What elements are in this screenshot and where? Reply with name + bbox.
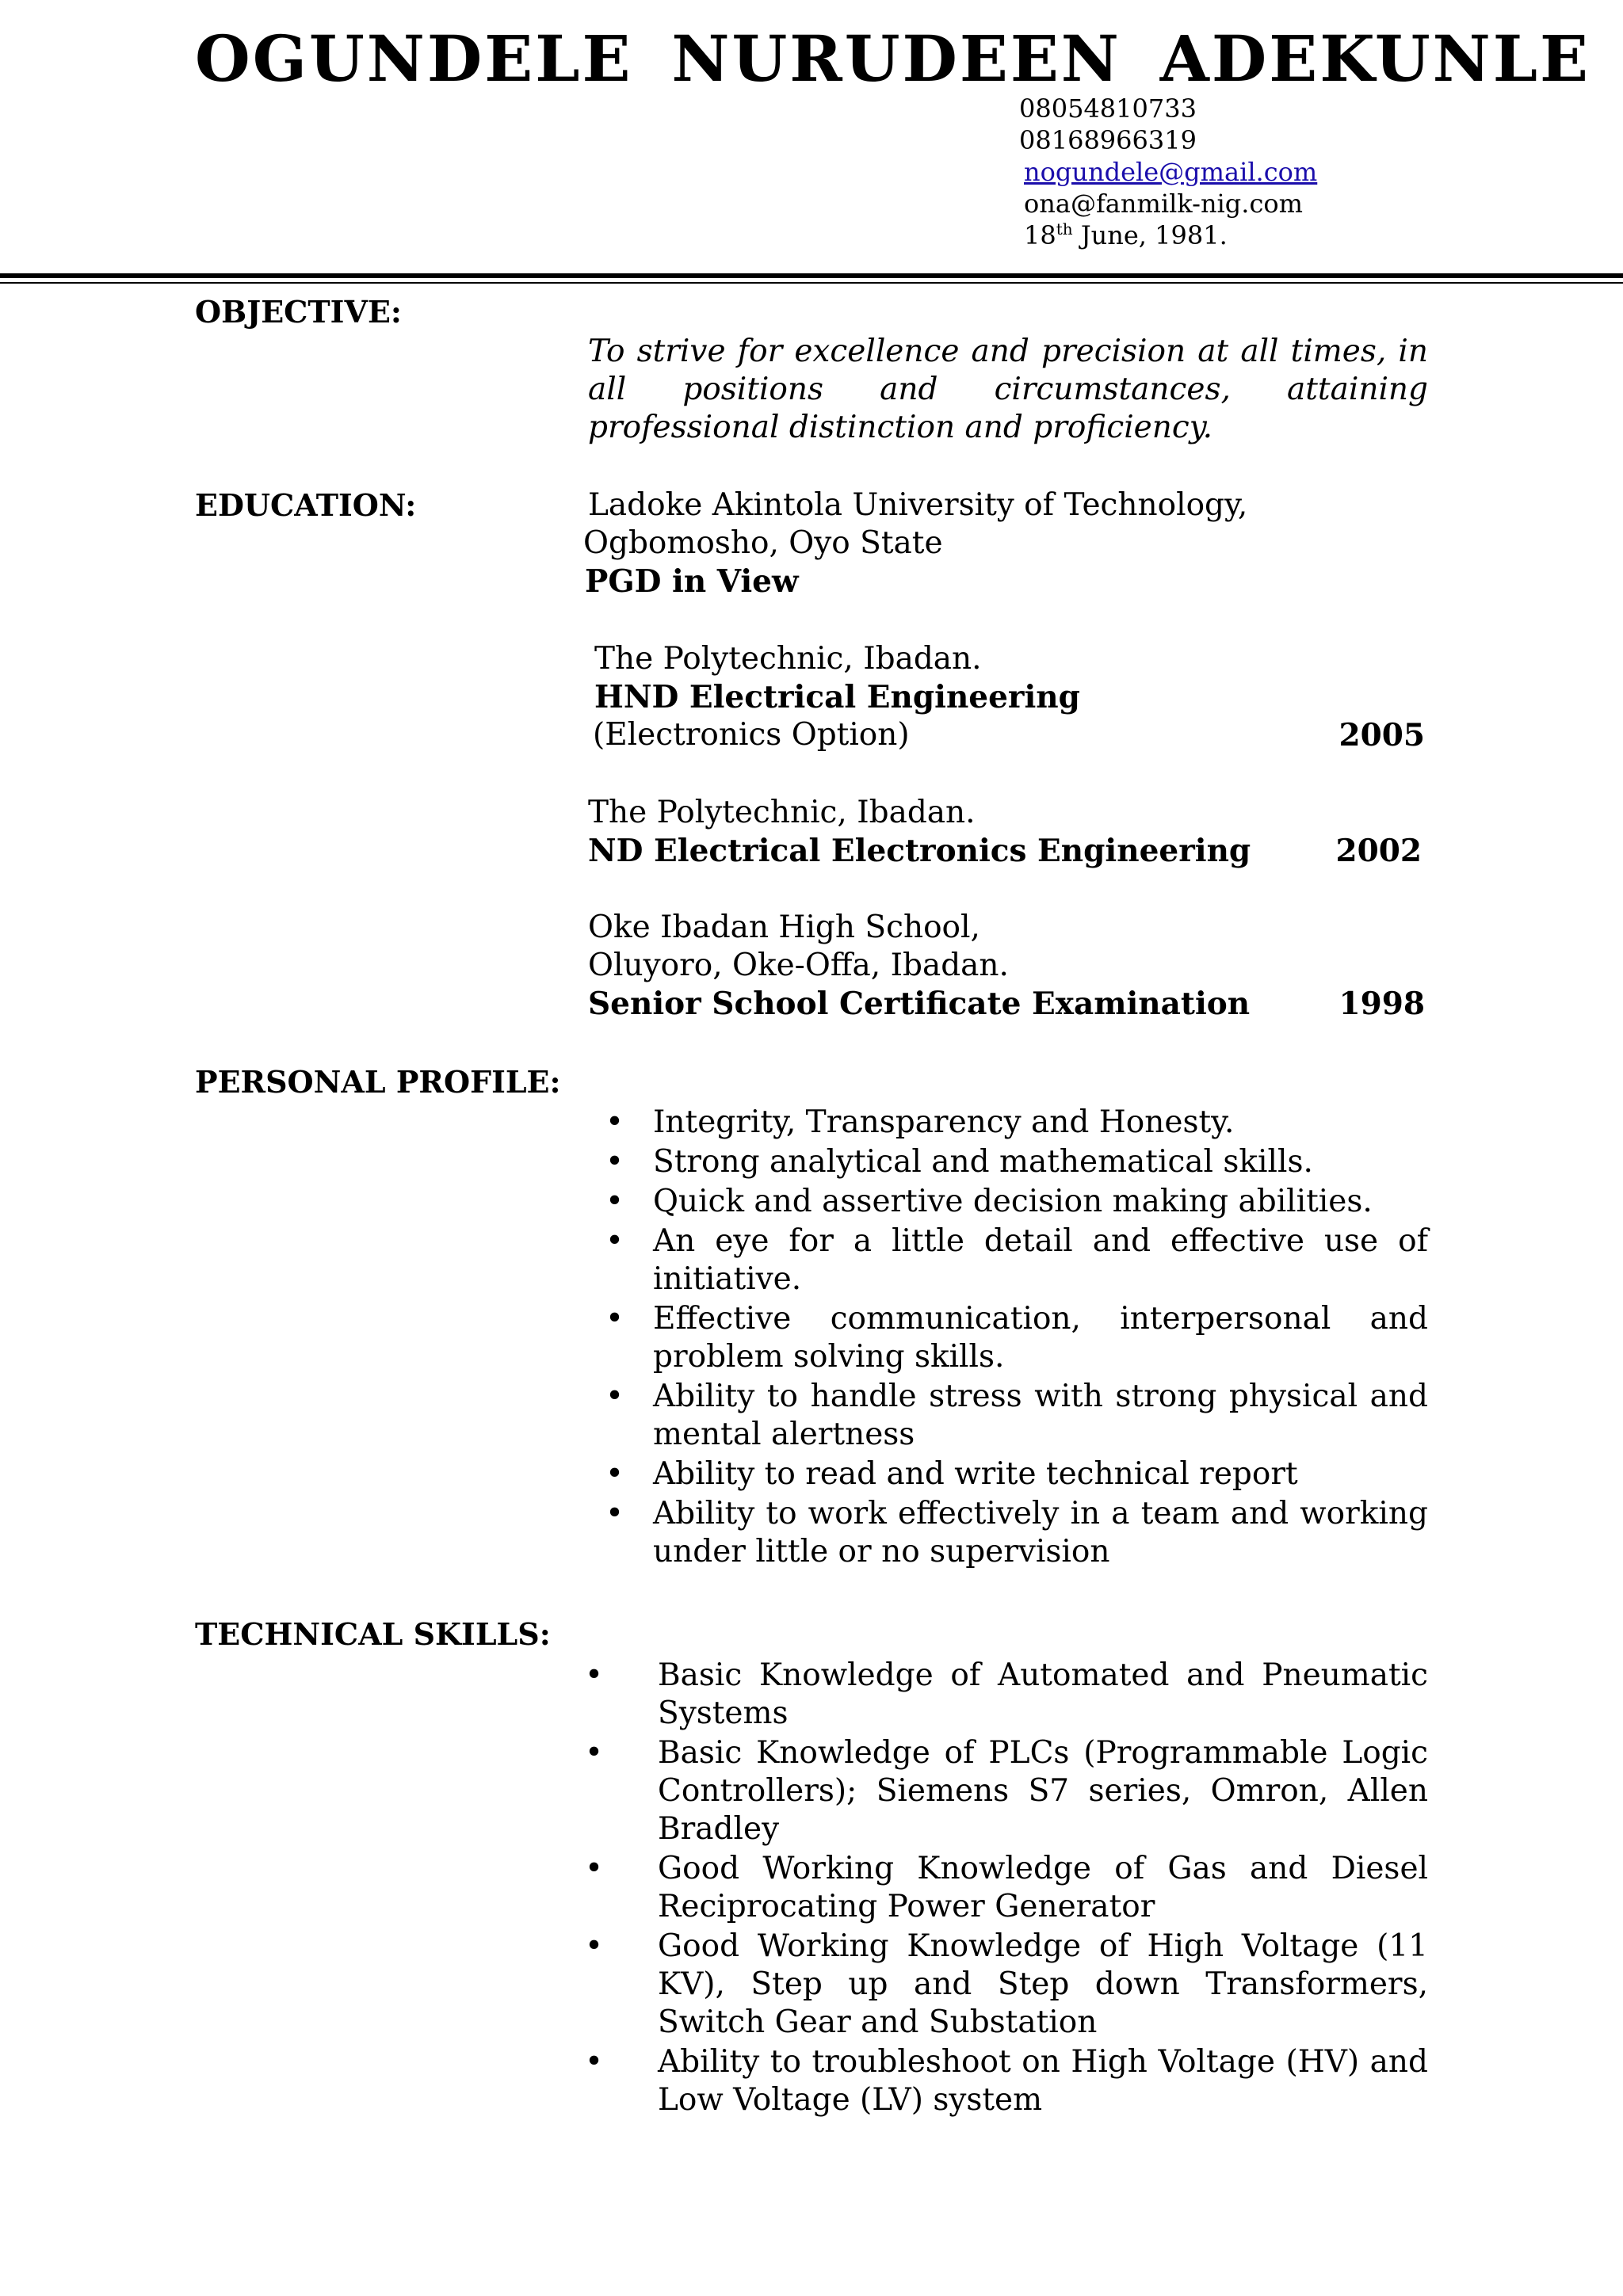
personal-profile-heading: PERSONAL PROFILE: [195, 1064, 561, 1100]
personal-profile-section [588, 1104, 1428, 1573]
bullet-icon: • [585, 2044, 604, 2080]
list-item-text: Quick and assertive decision making abilities. [653, 1184, 1373, 1219]
applicant-name: OGUNDELE NURUDEEN ADEKUNLE [195, 21, 1591, 96]
education-entry-ladoke [583, 486, 1428, 601]
institution-location: Ogbomosho, Oyo State [583, 525, 943, 561]
dob-day: 18 [1024, 220, 1056, 250]
bullet-icon: • [605, 1223, 624, 1259]
list-item-text: Good Working Knowledge of Gas and Diesel Reciprocating Power Generator [658, 1851, 1428, 1924]
list-item [588, 1143, 1428, 1181]
qualification: HND Electrical Engineering [594, 679, 1080, 715]
objective-text: To strive for excellence and precision at all times, in all positions and circumstances, attaining professional distinction and proficiency. [588, 334, 1428, 445]
institution-name: The Polytechnic, Ibadan. [588, 795, 976, 830]
list-item-text: An eye for a little detail and effective use of initiative. [653, 1223, 1428, 1297]
bullet-icon: • [605, 1379, 624, 1414]
bullet-icon: • [585, 1657, 604, 1693]
list-item-text: Basic Knowledge of Automated and Pneumatic Systems [658, 1657, 1428, 1731]
education-entry-nd [588, 794, 1428, 870]
qualification: Senior School Certificate Examination [588, 986, 1251, 1022]
bullet-icon: • [585, 1851, 604, 1886]
technical-skills-heading: TECHNICAL SKILLS: [195, 1616, 551, 1652]
institution-name: Oke Ibadan High School, [588, 910, 980, 945]
email-link-gmail[interactable]: nogundele@gmail.com [1024, 157, 1318, 187]
contact-block [1019, 93, 1463, 251]
year: 2005 [1338, 717, 1425, 753]
list-item [588, 1300, 1428, 1376]
qualification-row [588, 985, 1428, 1023]
header-divider-thin [0, 282, 1623, 284]
bullet-icon: • [585, 1735, 604, 1771]
list-item [585, 1850, 1428, 1926]
bullet-icon: • [605, 1496, 624, 1531]
dob-ordinal-suffix: th [1056, 219, 1073, 238]
list-item [585, 1734, 1428, 1848]
list-item-text: Basic Knowledge of PLCs (Programmable Logic Controllers); Siemens S7 series, Omron, Allen Bradley [658, 1735, 1428, 1847]
technical-skills-list [585, 1657, 1428, 2119]
institution-name: The Polytechnic, Ibadan. [594, 641, 982, 677]
list-item [588, 1455, 1428, 1493]
list-item [588, 1378, 1428, 1454]
phone-number-1: 08054810733 [1019, 93, 1197, 124]
list-item-text: Ability to troubleshoot on High Voltage (HV) and Low Voltage (LV) system [658, 2044, 1428, 2118]
bullet-icon: • [605, 1456, 624, 1492]
list-item [585, 2043, 1428, 2119]
dob-month-year: June, 1981. [1072, 220, 1228, 250]
qualification-option [593, 716, 1428, 754]
bullet-icon: • [585, 1928, 604, 1964]
date-of-birth [1019, 219, 1463, 251]
bullet-icon: • [605, 1184, 624, 1219]
list-item [585, 1928, 1428, 2042]
bullet-icon: • [605, 1144, 624, 1180]
list-item-text: Ability to handle stress with strong physical and mental alertness [653, 1379, 1428, 1452]
list-item [585, 1657, 1428, 1733]
education-entry-ssce [588, 909, 1428, 1023]
list-item-text: Ability to work effectively in a team and working under little or no supervision [653, 1496, 1428, 1569]
education-heading: EDUCATION: [195, 487, 417, 523]
year: 1998 [1338, 986, 1425, 1022]
education-entry-hnd [594, 640, 1428, 754]
qualification: PGD in View [585, 563, 799, 600]
institution-name: Ladoke Akintola University of Technology, [588, 487, 1248, 523]
header-divider-thick [0, 273, 1623, 278]
list-item [588, 1183, 1428, 1221]
list-item-text: Effective communication, interpersonal and problem solving skills. [653, 1301, 1428, 1375]
list-item-text: Good Working Knowledge of High Voltage (11 KV), Step up and Step down Transformers, Switch Gear and Substation [658, 1928, 1428, 2040]
option-text: (Electronics Option) [593, 717, 910, 753]
bullet-icon: • [605, 1301, 624, 1337]
list-item-text: Strong analytical and mathematical skills. [653, 1144, 1313, 1180]
phone-number-2: 08168966319 [1019, 125, 1197, 155]
list-item-text: Ability to read and write technical report [653, 1456, 1298, 1492]
personal-profile-list [588, 1104, 1428, 1571]
list-item [588, 1222, 1428, 1299]
list-item-text: Integrity, Transparency and Honesty. [653, 1104, 1235, 1140]
bullet-icon: • [605, 1104, 624, 1140]
list-item [588, 1104, 1428, 1142]
year: 2002 [1335, 833, 1422, 869]
qualification: ND Electrical Electronics Engineering [588, 833, 1251, 869]
objective-heading: OBJECTIVE: [195, 294, 402, 330]
list-item [588, 1495, 1428, 1571]
technical-skills-section [585, 1657, 1428, 2121]
institution-location: Oluyoro, Oke-Offa, Ibadan. [588, 948, 1009, 983]
objective-section [588, 333, 1428, 447]
qualification-row [588, 832, 1428, 870]
email-work: ona@fanmilk-nig.com [1024, 189, 1303, 219]
